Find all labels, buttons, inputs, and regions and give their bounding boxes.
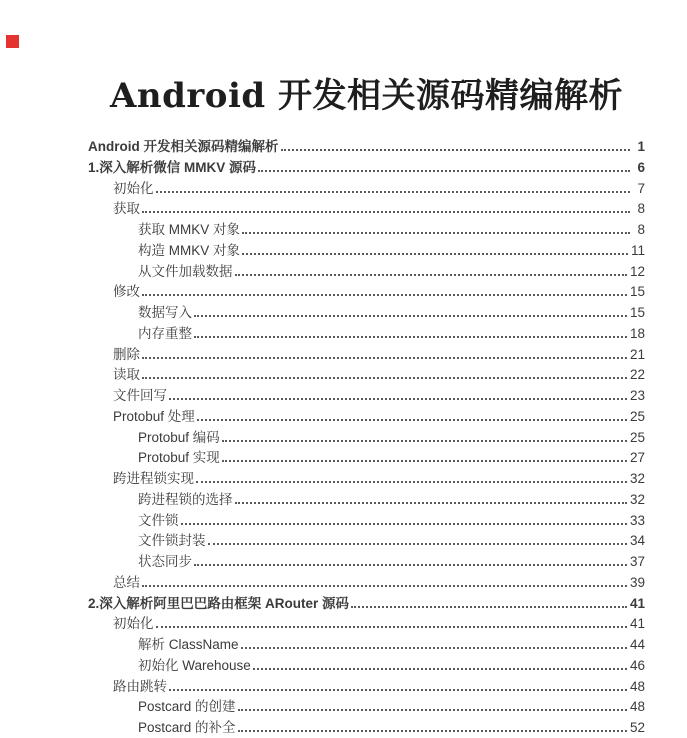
toc-entry[interactable] — [88, 324, 645, 345]
toc-dot-leader — [242, 253, 628, 255]
toc-entry-label: 删除 — [113, 346, 140, 362]
toc-dot-leader — [235, 274, 627, 276]
toc-dot-leader — [142, 357, 627, 359]
toc-entry-page: 8 — [637, 201, 645, 217]
table-of-contents — [88, 137, 645, 738]
toc-entry-label: 初始化 Warehouse — [138, 657, 251, 673]
toc-entry-label: Postcard 的补全 — [138, 720, 236, 735]
toc-entry-page: 34 — [629, 533, 645, 549]
toc-entry[interactable] — [88, 137, 645, 158]
toc-dot-leader — [194, 336, 627, 338]
toc-entry-label: 构造 MMKV 对象 — [138, 242, 241, 258]
toc-entry[interactable] — [88, 511, 645, 532]
toc-entry-page: 15 — [629, 284, 645, 300]
toc-dot-leader — [142, 211, 630, 213]
toc-entry[interactable] — [88, 345, 645, 366]
toc-entry-page: 44 — [629, 637, 645, 652]
toc-dot-leader — [238, 709, 627, 711]
toc-entry[interactable] — [88, 407, 645, 428]
toc-dot-leader — [181, 523, 627, 525]
toc-entry-label: 解析 ClassName — [138, 637, 239, 652]
toc-entry-label: Protobuf 编码 — [138, 429, 220, 445]
toc-entry-page: 46 — [629, 657, 645, 673]
toc-entry[interactable] — [88, 635, 645, 656]
toc-dot-leader — [242, 232, 630, 234]
toc-entry[interactable] — [88, 262, 645, 283]
toc-entry-label: 内存重整 — [138, 325, 192, 341]
toc-entry-page: 25 — [629, 408, 645, 424]
toc-entry-label: 2.深入解析阿里巴巴路由框架 ARouter 源码 — [88, 595, 350, 611]
toc-entry[interactable] — [88, 594, 645, 615]
toc-entry[interactable] — [88, 365, 645, 386]
toc-entry-page: 41 — [629, 616, 645, 632]
toc-entry-label: 文件回写 — [113, 388, 167, 403]
toc-entry[interactable] — [88, 656, 645, 677]
toc-entry[interactable] — [88, 697, 645, 718]
toc-dot-leader — [196, 481, 627, 483]
toc-entry-label: 从文件加载数据 — [138, 263, 233, 279]
toc-dot-leader — [156, 191, 631, 193]
toc-dot-leader — [194, 564, 627, 566]
toc-entry[interactable] — [88, 677, 645, 698]
toc-entry-page: 32 — [629, 471, 645, 486]
toc-entry-label: Protobuf 处理 — [113, 408, 195, 424]
toc-entry-page: 8 — [637, 222, 645, 237]
toc-dot-leader — [142, 377, 627, 379]
toc-entry-page: 21 — [629, 346, 645, 362]
toc-entry-page: 12 — [629, 263, 645, 279]
toc-entry-page: 1 — [637, 139, 645, 154]
toc-entry-label: 文件锁封装 — [138, 533, 206, 549]
toc-entry-page: 32 — [629, 491, 645, 507]
toc-entry-label: Android 开发相关源码精编解析 — [88, 139, 279, 154]
toc-entry-label: 读取 — [113, 367, 140, 383]
toc-entry-label: 初始化 — [113, 616, 154, 632]
toc-entry[interactable] — [88, 241, 645, 262]
toc-entry[interactable] — [88, 490, 645, 511]
toc-dot-leader — [253, 668, 627, 670]
toc-entry-page: 48 — [629, 678, 645, 694]
toc-dot-leader — [142, 294, 627, 296]
toc-entry-label: 跨进程锁实现 — [113, 471, 194, 486]
toc-entry[interactable] — [88, 282, 645, 303]
toc-entry-page: 39 — [629, 574, 645, 590]
toc-entry-page: 27 — [629, 450, 645, 466]
toc-entry-label: 总结 — [113, 574, 140, 590]
toc-entry-page: 41 — [629, 595, 645, 611]
toc-entry[interactable] — [88, 469, 645, 490]
toc-entry[interactable] — [88, 448, 645, 469]
toc-entry-page: 33 — [629, 512, 645, 528]
toc-entry-label: Protobuf 实现 — [138, 450, 220, 466]
toc-entry-label: 获取 MMKV 对象 — [138, 222, 241, 237]
toc-entry[interactable] — [88, 220, 645, 241]
red-square-marker — [6, 35, 19, 48]
toc-dot-leader — [156, 626, 627, 628]
toc-entry-page: 18 — [629, 325, 645, 341]
toc-entry-page: 48 — [629, 699, 645, 715]
toc-dot-leader — [169, 398, 627, 400]
toc-entry[interactable] — [88, 199, 645, 220]
toc-entry-page: 7 — [637, 180, 645, 196]
toc-dot-leader — [222, 440, 627, 442]
toc-entry-page: 37 — [629, 554, 645, 569]
toc-entry-page: 25 — [629, 429, 645, 445]
toc-entry-label: 跨进程锁的选择 — [138, 491, 233, 507]
toc-dot-leader — [351, 606, 627, 608]
toc-dot-leader — [238, 730, 627, 732]
toc-dot-leader — [194, 315, 627, 317]
toc-entry[interactable] — [88, 718, 645, 738]
toc-dot-leader — [258, 170, 630, 172]
toc-entry-label: Postcard 的创建 — [138, 699, 236, 715]
toc-entry[interactable] — [88, 531, 645, 552]
toc-dot-leader — [208, 543, 627, 545]
toc-entry[interactable] — [88, 158, 645, 179]
toc-entry-label: 数据写入 — [138, 305, 192, 320]
toc-entry[interactable] — [88, 552, 645, 573]
toc-dot-leader — [241, 647, 627, 649]
toc-entry-page: 6 — [637, 159, 645, 175]
toc-dot-leader — [222, 460, 627, 462]
toc-entry[interactable] — [88, 614, 645, 635]
toc-entry-page: 15 — [629, 305, 645, 320]
toc-dot-leader — [197, 419, 627, 421]
toc-entry-page: 52 — [629, 720, 645, 735]
document-title: Android 开发相关源码精编解析 — [110, 76, 623, 116]
toc-entry-page: 23 — [629, 388, 645, 403]
toc-dot-leader — [142, 585, 627, 587]
toc-entry-label: 状态同步 — [138, 554, 192, 569]
toc-dot-leader — [169, 689, 627, 691]
toc-entry-page: 22 — [629, 367, 645, 383]
toc-entry-label: 获取 — [113, 201, 140, 217]
toc-entry-label: 修改 — [113, 284, 140, 300]
toc-dot-leader — [281, 149, 631, 151]
toc-entry-page: 11 — [630, 242, 645, 258]
toc-entry-label: 文件锁 — [138, 512, 179, 528]
toc-entry-label: 1.深入解析微信 MMKV 源码 — [88, 159, 257, 175]
toc-entry[interactable] — [88, 573, 645, 594]
toc-dot-leader — [235, 502, 627, 504]
toc-entry[interactable] — [88, 386, 645, 407]
toc-entry-label: 初始化 — [113, 180, 154, 196]
toc-entry[interactable] — [88, 428, 645, 449]
toc-entry[interactable] — [88, 179, 645, 200]
toc-entry[interactable] — [88, 303, 645, 324]
toc-entry-label: 路由跳转 — [113, 678, 167, 694]
